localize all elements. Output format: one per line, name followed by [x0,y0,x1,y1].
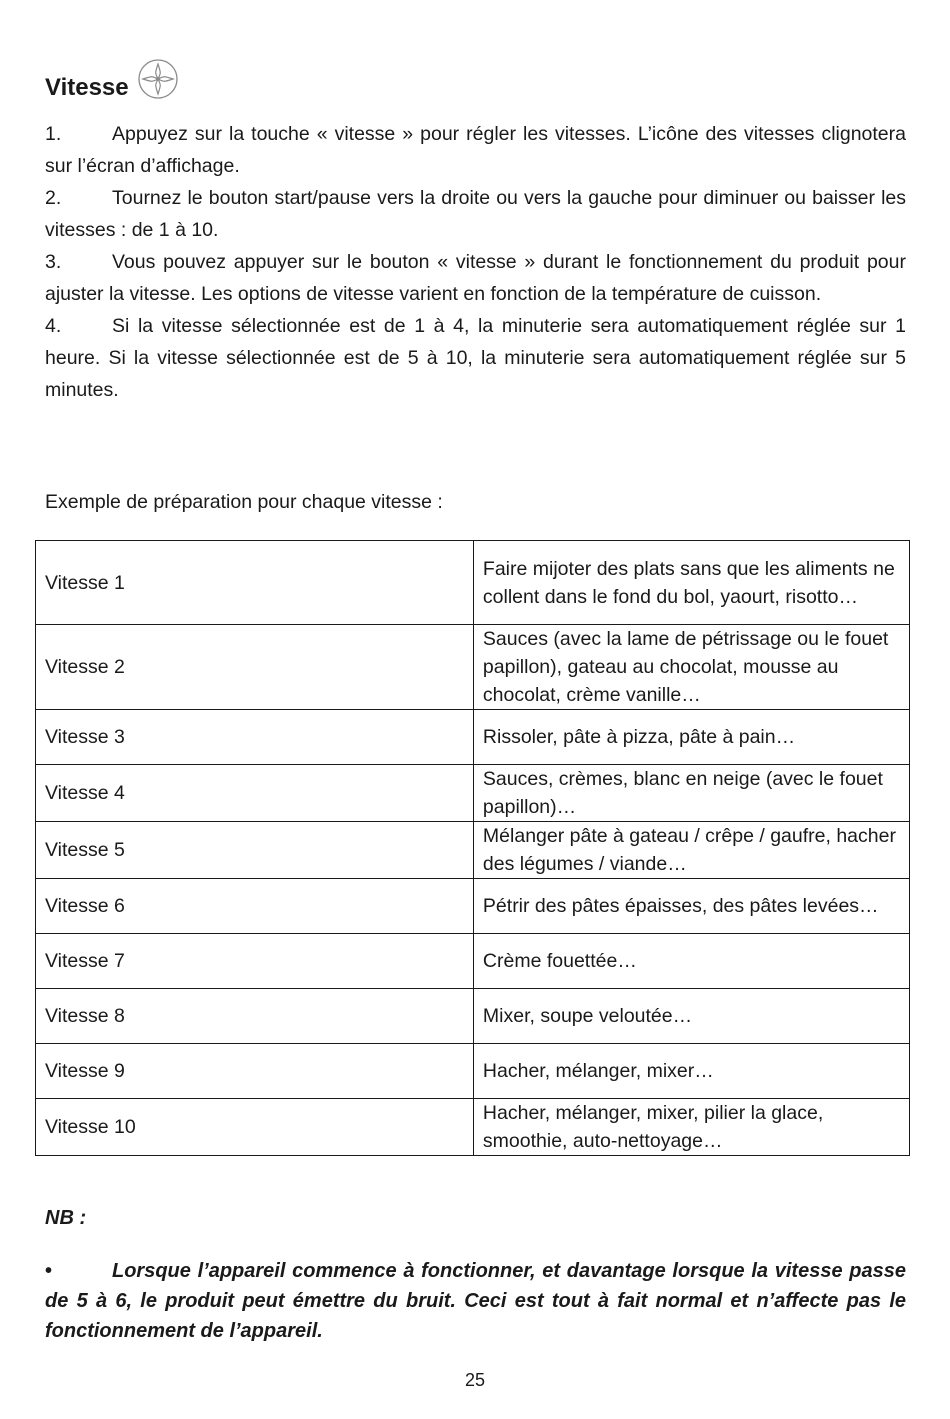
table-row [36,541,910,625]
table-row [36,625,910,710]
speed-cell: Vitesse 6 [36,879,474,934]
step-4 [45,310,906,406]
table-row [36,989,910,1044]
table-row [36,822,910,879]
speed-cell: Vitesse 10 [36,1099,474,1156]
description-cell: Crème fouettée… [473,934,909,989]
instruction-steps [45,118,906,406]
step-number: 3. [45,251,62,273]
nb-title: NB : [45,1207,87,1229]
speed-cell: Vitesse 7 [36,934,474,989]
table-row [36,765,910,822]
description-cell: Mélanger pâte à gateau / crêpe / gaufre, hacher des légumes / viande… [473,822,909,879]
step-text: Tournez le bouton start/pause vers la droite ou vers la gauche pour diminuer ou baisser les vitesses : de 1 à 10. [45,187,906,241]
description-cell: Faire mijoter des plats sans que les aliments ne collent dans le fond du bol, yaourt, risotto… [473,541,909,625]
step-number: 4. [45,315,62,337]
table-row [36,1044,910,1099]
section-title: Vitesse [45,74,129,101]
page-number: 25 [464,1370,486,1390]
description-cell: Mixer, soupe veloutée… [473,989,909,1044]
table-row [36,710,910,765]
example-title: Exemple de préparation pour chaque vitesse : [45,491,443,513]
step-2 [45,182,906,246]
speed-cell: Vitesse 1 [36,541,474,625]
speed-cell: Vitesse 9 [36,1044,474,1099]
step-text: Appuyez sur la touche « vitesse » pour régler les vitesses. L’icône des vitesses clignotera sur l’écran d’affichage. [45,123,906,177]
speed-cell: Vitesse 3 [36,710,474,765]
nb-note-text: Lorsque l’appareil commence à fonctionner, et davantage lorsque la vitesse passe de 5 à 6, le produit peut émettre du bruit. Ceci est tout à fait normal et n’affecte pas le fonctionnement de l’appareil. [45,1260,906,1342]
step-number: 2. [45,187,62,209]
description-cell: Sauces (avec la lame de pétrissage ou le fouet papillon), gateau au chocolat, mousse au chocolat, crème vanille… [473,625,909,710]
table-row [36,879,910,934]
step-number: 1. [45,123,62,145]
speed-cell: Vitesse 8 [36,989,474,1044]
table-row [36,1099,910,1156]
step-text: Vous pouvez appuyer sur le bouton « vitesse » durant le fonctionnement du produit pour ajuster la vitesse. Les options de vitesse varient en fonction de la température de cuisson. [45,251,906,305]
step-1 [45,118,906,182]
description-cell: Sauces, crèmes, blanc en neige (avec le fouet papillon)… [473,765,909,822]
description-cell: Hacher, mélanger, mixer, pilier la glace, smoothie, auto-nettoyage… [473,1099,909,1156]
speed-table [35,540,910,1156]
speed-cell: Vitesse 2 [36,625,474,710]
bullet: • [45,1260,53,1282]
speed-cell: Vitesse 4 [36,765,474,822]
speed-cell: Vitesse 5 [36,822,474,879]
description-cell: Pétrir des pâtes épaisses, des pâtes levées… [473,879,909,934]
whisk-speed-icon [137,58,179,100]
table-row [36,934,910,989]
nb-note [45,1256,906,1346]
description-cell: Hacher, mélanger, mixer… [473,1044,909,1099]
description-cell: Rissoler, pâte à pizza, pâte à pain… [473,710,909,765]
step-3 [45,246,906,310]
section-heading [45,58,179,108]
step-text: Si la vitesse sélectionnée est de 1 à 4, la minuterie sera automatiquement réglée sur 1 heure. Si la vitesse sélectionnée est de 5 à 10, la minuterie sera automatiquement réglée sur 5 minutes. [45,315,906,401]
